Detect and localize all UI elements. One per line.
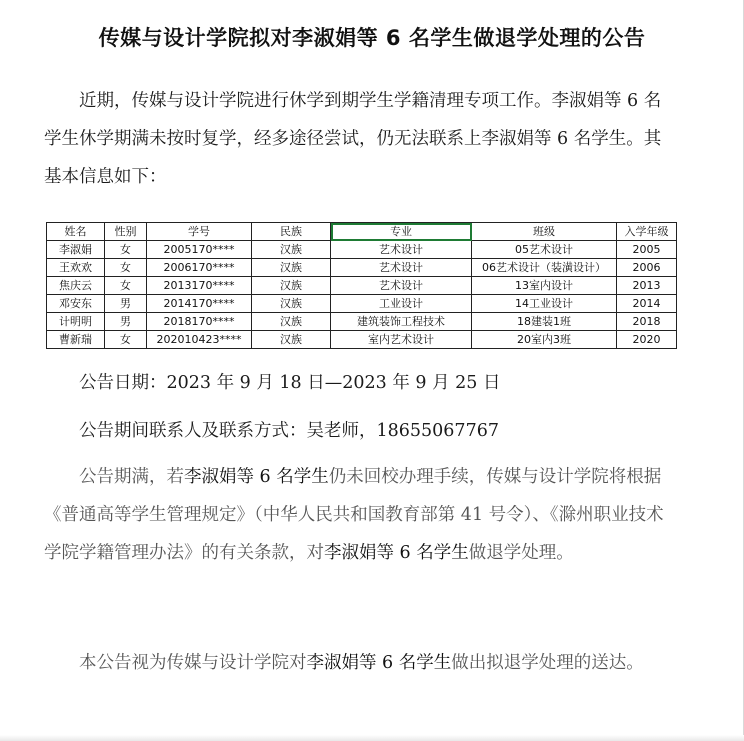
header-ethnicity: 民族 (252, 223, 331, 241)
cell-ethnicity: 汉族 (252, 313, 331, 331)
cell-enroll-year: 2005 (617, 241, 677, 259)
header-class: 班级 (472, 223, 617, 241)
cell-class: 05艺术设计 (472, 241, 617, 259)
header-major: 专业 (331, 223, 472, 241)
expiry-text-2: 仍未回校办理手续，传媒与设计学院将根据《普通高等学生管理规定》（中华人民共和国教育部第 41 号令）、《滁州职业技术学院学籍管理办法》的有关条款，对 (44, 467, 664, 563)
cell-student-id: 2014170**** (147, 295, 252, 313)
cell-sex: 女 (105, 277, 147, 295)
student-table (46, 222, 677, 349)
notice-date: 公告日期：2023 年 9 月 18 日—2023 年 9 月 25 日 (79, 373, 501, 393)
intro-paragraph: 近期，传媒与设计学院进行休学到期学生学籍清理专项工作。李淑娟等 6 名学生休学期满未按时复学，经多途径尝试，仍无法联系上李淑娟等 6 名学生。其基本信息如下： (44, 91, 662, 187)
cell-class: 20室内3班 (472, 331, 617, 349)
delivery-text-1: 本公告视为传媒与设计学院对 (79, 653, 307, 673)
cell-name: 邓安东 (47, 295, 105, 313)
cell-student-id: 2018170**** (147, 313, 252, 331)
cell-student-id: 2006170**** (147, 259, 252, 277)
cell-student-id: 2005170**** (147, 241, 252, 259)
cell-name: 王欢欢 (47, 259, 105, 277)
cell-major: 艺术设计 (331, 277, 472, 295)
delivery-text-2: 做出拟退学处理的送达。 (451, 653, 644, 673)
cell-enroll-year: 2013 (617, 277, 677, 295)
cell-student-id: 202010423**** (147, 331, 252, 349)
cell-enroll-year: 2020 (617, 331, 677, 349)
cell-class: 18建装1班 (472, 313, 617, 331)
cell-class: 13室内设计 (472, 277, 617, 295)
contact-info: 公告期间联系人及联系方式：吴老师，18655067767 (79, 421, 499, 441)
expiry-students-1: 李淑娟等 6 名学生 (184, 467, 329, 487)
cell-enroll-year: 2018 (617, 313, 677, 331)
cell-student-id: 2013170**** (147, 277, 252, 295)
cell-sex: 男 (105, 295, 147, 313)
cell-enroll-year: 2006 (617, 259, 677, 277)
cell-name: 李淑娟 (47, 241, 105, 259)
cell-name: 计明明 (47, 313, 105, 331)
cell-ethnicity: 汉族 (252, 241, 331, 259)
student-table-wrapper (46, 222, 677, 349)
table-row (47, 295, 677, 313)
page-bottom-edge (0, 735, 744, 741)
cell-sex: 女 (105, 331, 147, 349)
delivery-paragraph (44, 644, 674, 682)
cell-major: 建筑装饰工程技术 (331, 313, 472, 331)
expiry-text-3: 做退学处理。 (468, 543, 574, 563)
cell-ethnicity: 汉族 (252, 277, 331, 295)
cell-major: 工业设计 (331, 295, 472, 313)
delivery-students: 李淑娟等 6 名学生 (306, 653, 452, 673)
notice-title: 传媒与设计学院拟对李淑娟等 6 名学生做退学处理的公告 (98, 26, 646, 50)
cell-major: 室内艺术设计 (331, 331, 472, 349)
expiry-paragraph (44, 458, 674, 572)
cell-ethnicity: 汉族 (252, 331, 331, 349)
header-enroll-year: 入学年级 (617, 223, 677, 241)
table-row (47, 241, 677, 259)
expiry-students-2: 李淑娟等 6 名学生 (324, 543, 469, 563)
cell-class: 14工业设计 (472, 295, 617, 313)
table-header-row (47, 223, 677, 241)
cell-sex: 男 (105, 313, 147, 331)
header-student-id: 学号 (147, 223, 252, 241)
table-row (47, 259, 677, 277)
cell-major: 艺术设计 (331, 259, 472, 277)
cell-ethnicity: 汉族 (252, 295, 331, 313)
cell-enroll-year: 2014 (617, 295, 677, 313)
cell-sex: 女 (105, 241, 147, 259)
table-row (47, 331, 677, 349)
cell-sex: 女 (105, 259, 147, 277)
header-sex: 性别 (105, 223, 147, 241)
table-row (47, 313, 677, 331)
table-row (47, 277, 677, 295)
expiry-text-1: 公告期满，若 (79, 467, 184, 487)
cell-name: 曹新瑞 (47, 331, 105, 349)
cell-class: 06艺术设计（装潢设计） (472, 259, 617, 277)
header-name: 姓名 (47, 223, 105, 241)
cell-name: 焦庆云 (47, 277, 105, 295)
cell-major: 艺术设计 (331, 241, 472, 259)
cell-ethnicity: 汉族 (252, 259, 331, 277)
